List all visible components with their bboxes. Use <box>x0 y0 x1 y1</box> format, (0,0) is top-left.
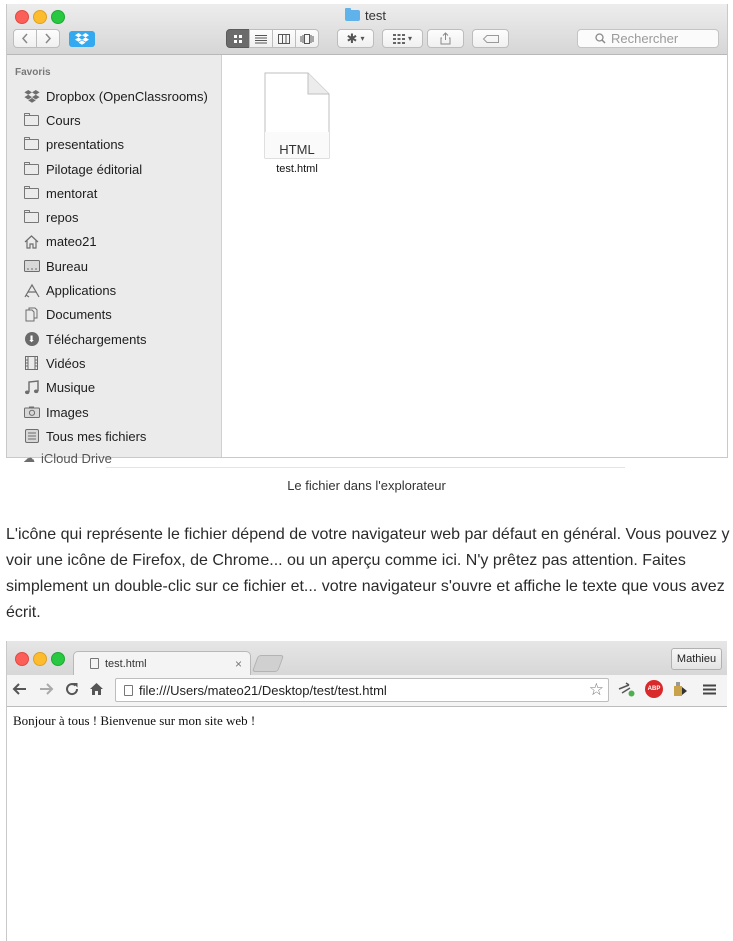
video-icon <box>23 356 40 370</box>
arrange-menu-button[interactable] <box>382 29 423 48</box>
home-icon[interactable] <box>89 682 104 700</box>
all-files-icon <box>23 429 40 443</box>
share-icon <box>440 32 451 45</box>
sidebar-item-label: Vidéos <box>46 355 86 371</box>
icon-view-button[interactable] <box>226 29 250 48</box>
adblock-plus-icon[interactable]: ABP <box>645 680 663 698</box>
url-text[interactable]: file:///Users/mateo21/Desktop/test/test.html <box>139 682 387 698</box>
folder-icon <box>23 138 40 152</box>
file-item[interactable] <box>264 72 330 175</box>
sidebar-item-presentations[interactable] <box>23 133 208 157</box>
back-button[interactable] <box>13 29 37 48</box>
html-file-icon <box>264 72 330 159</box>
browser-toolbar <box>7 675 727 707</box>
back-arrow-icon[interactable] <box>13 682 27 699</box>
sidebar-item-label: mentorat <box>46 185 98 201</box>
finder-sidebar <box>7 55 222 466</box>
applications-icon <box>23 284 40 298</box>
search-input[interactable] <box>611 31 701 46</box>
finder-toolbar <box>7 4 727 55</box>
divider <box>106 467 625 468</box>
folder-icon <box>23 113 40 127</box>
sidebar-item-label: Bureau <box>46 258 88 274</box>
folder-icon <box>345 10 360 21</box>
sidebar-list <box>23 84 208 448</box>
file-type-label: HTML <box>279 142 315 157</box>
sidebar-item-label: Documents <box>46 307 112 323</box>
camera-icon <box>23 405 40 419</box>
tag-icon <box>483 35 499 43</box>
close-window-button[interactable] <box>15 652 29 666</box>
action-menu-button[interactable] <box>337 29 374 48</box>
sidebar-item-label: Musique <box>46 380 96 396</box>
chevron-left-icon <box>21 33 29 44</box>
sidebar-item-documents[interactable] <box>23 303 208 327</box>
chevron-right-icon <box>44 33 52 44</box>
file-name: test.html <box>276 163 318 175</box>
window-title-text: test <box>365 8 386 23</box>
sidebar-item-label: Cours <box>46 112 81 128</box>
article-paragraph: L'icône qui représente le fichier dépend de votre navigateur web par défaut en général. Vous pouvez y voir une icône de Firefox, de Chrome... ou un aperçu comme ici. N'y prêtez pas attention. Faites simplement un double-clic sur ce fichier et... votre navigateur s'ouvre et affiche le texte que vous avez écrit. <box>6 526 730 621</box>
sidebar-item-label: Images <box>46 404 89 420</box>
sidebar-item-label: Tous mes fichiers <box>46 428 147 444</box>
menu-icon[interactable] <box>700 680 718 698</box>
sidebar-item-label: presentations <box>46 137 125 153</box>
sidebar-item-videos[interactable] <box>23 351 208 375</box>
cloud-icon: ☁ <box>23 451 35 465</box>
sidebar-item-label: repos <box>46 210 79 226</box>
sidebar-item-pilotage-editorial[interactable] <box>23 157 208 181</box>
documents-icon <box>23 308 40 322</box>
sidebar-item-repos[interactable] <box>23 205 208 229</box>
sidebar-item-bureau[interactable] <box>23 254 208 278</box>
list-icon <box>255 34 267 44</box>
sidebar-item-images[interactable] <box>23 400 208 424</box>
browser-window <box>6 641 727 941</box>
sidebar-heading: Favoris <box>15 67 51 78</box>
close-window-button[interactable] <box>15 10 29 24</box>
minimize-window-button[interactable] <box>33 10 47 24</box>
grid-icon <box>233 34 243 44</box>
maximize-window-button[interactable] <box>51 652 65 666</box>
list-view-button[interactable] <box>249 29 273 48</box>
extension-icon[interactable] <box>671 680 689 698</box>
sidebar-item-applications[interactable] <box>23 278 208 302</box>
view-mode-group <box>226 29 319 48</box>
forward-arrow-icon[interactable] <box>39 682 53 699</box>
bookmark-star-icon[interactable]: ☆ <box>588 680 604 699</box>
music-icon <box>23 381 40 395</box>
window-title <box>345 8 386 23</box>
browser-tab[interactable] <box>73 651 251 675</box>
gear-icon: ✱ <box>346 30 358 46</box>
chevron-down-icon: ▾ <box>407 34 412 43</box>
sidebar-item-label: Pilotage éditorial <box>46 161 143 177</box>
sidebar-item-label: Téléchargements <box>46 331 147 347</box>
download-icon: ⬇ <box>23 332 40 346</box>
sidebar-item-dropbox[interactable] <box>23 84 208 108</box>
sidebar-item-cours[interactable] <box>23 108 208 132</box>
search-field[interactable] <box>577 29 719 48</box>
tab-title: test.html <box>105 657 147 670</box>
sidebar-item-label: Dropbox (OpenClassrooms) <box>46 88 208 104</box>
dropbox-icon <box>23 89 40 103</box>
figure-caption: Le fichier dans l'explorateur <box>287 478 446 493</box>
folder-icon <box>23 162 40 176</box>
arrange-icon <box>393 34 405 44</box>
sidebar-item-label: mateo21 <box>46 234 97 250</box>
dropbox-icon <box>69 31 95 47</box>
coverflow-icon <box>300 34 314 44</box>
forward-button[interactable] <box>36 29 60 48</box>
reload-icon[interactable] <box>65 682 79 700</box>
folder-icon <box>23 211 40 225</box>
page-icon <box>90 658 99 669</box>
column-view-button[interactable] <box>272 29 296 48</box>
sidebar-item-mateo21[interactable] <box>23 230 208 254</box>
finder-window <box>6 4 728 466</box>
desktop-icon <box>23 259 40 273</box>
sidebar-item-tous-mes-fichiers[interactable] <box>23 424 208 448</box>
sidebar-item-musique[interactable] <box>23 376 208 400</box>
page-content-text: Bonjour à tous ! Bienvenue sur mon site web ! <box>13 713 256 728</box>
address-bar[interactable] <box>115 678 609 702</box>
columns-icon <box>278 34 290 44</box>
search-icon <box>595 33 606 44</box>
maximize-window-button[interactable] <box>51 10 65 24</box>
page-icon <box>124 685 133 696</box>
sidebar-item-mentorat[interactable] <box>23 181 208 205</box>
profile-button[interactable]: Mathieu <box>671 648 722 670</box>
minimize-window-button[interactable] <box>33 652 47 666</box>
browser-tab-bar <box>7 641 727 675</box>
close-tab-icon[interactable]: × <box>234 656 242 671</box>
sidebar-item-label: Applications <box>46 283 117 299</box>
share-button[interactable] <box>427 29 464 48</box>
extension-tool-icon[interactable] <box>617 680 635 698</box>
new-tab-button[interactable] <box>252 655 284 672</box>
sidebar-item-icloud-drive[interactable] <box>23 450 112 466</box>
folder-icon <box>23 186 40 200</box>
sidebar-item-telechargements[interactable] <box>23 327 208 351</box>
coverflow-view-button[interactable] <box>295 29 319 48</box>
sidebar-item-label: iCloud Drive <box>41 450 112 466</box>
dropbox-toolbar-button[interactable] <box>68 29 96 48</box>
chevron-down-icon: ▾ <box>360 34 365 43</box>
tag-button[interactable] <box>472 29 509 48</box>
home-icon <box>23 235 40 249</box>
finder-content <box>222 55 727 457</box>
